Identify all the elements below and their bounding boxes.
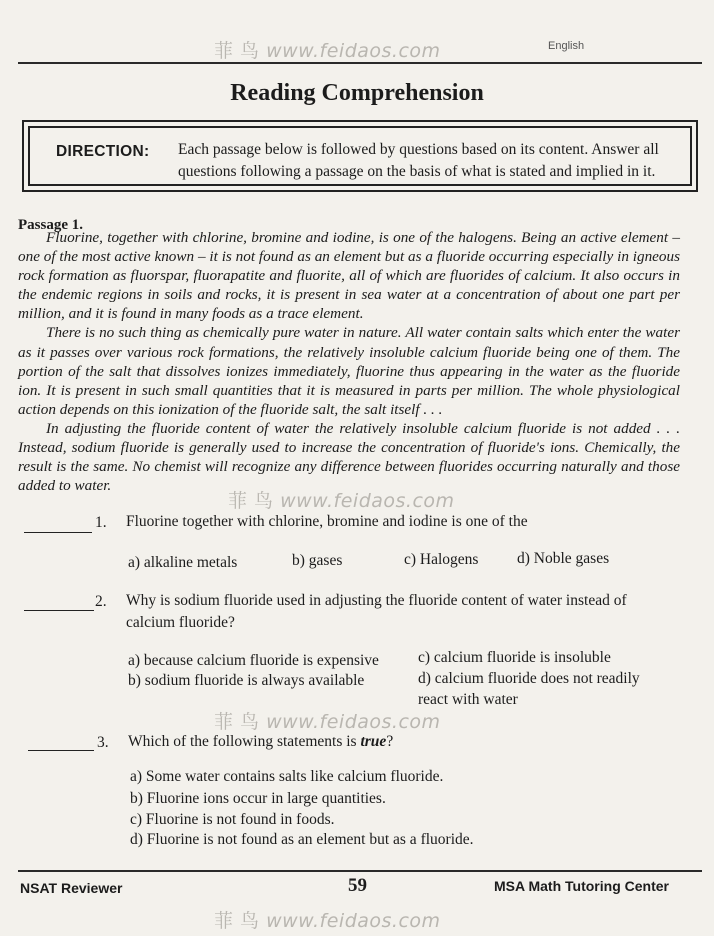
- option-1b: b) gases: [292, 552, 343, 569]
- page-number: 59: [348, 875, 367, 896]
- option-2b: b) sodium fluoride is always available: [128, 672, 365, 689]
- watermark-text: www.feidaos.com: [266, 711, 441, 733]
- footer-left: NSAT Reviewer: [20, 880, 123, 896]
- watermark-glyph: 菲 鸟: [214, 40, 267, 62]
- page-title: Reading Comprehension: [230, 80, 484, 106]
- header-rule: [18, 62, 702, 64]
- question-number-1: 1.: [95, 514, 107, 531]
- watermark-text: www.feidaos.com: [280, 490, 455, 512]
- option-1d: d) Noble gases: [517, 550, 610, 567]
- question-text-3-end: ?: [386, 733, 394, 750]
- answer-blank-3[interactable]: [28, 750, 94, 751]
- question-number-2: 2.: [95, 593, 107, 610]
- option-2c: c) calcium fluoride is insoluble: [418, 649, 611, 666]
- passage-paragraph: In adjusting the fluoride content of water the relatively insoluble calcium fluoride is not added . . . Instead, sodium fluoride is generally used to increase the concentration of fluoride's ions. Chemically, the result is the same. No chemist will recognize any difference between fluorides occurring naturally and those added to water.: [18, 419, 680, 495]
- direction-box: [22, 120, 698, 192]
- passage-paragraph: Fluorine, together with chlorine, bromine and iodine, is one of the halogens. Being an active element – one of the most active known – it is not found as an element but as a fluoride occurring especially in igneous rock formation as fluorspar, fluorapatite and fluorite, all of which are fluorides of calcium. It also occurs in the endemic regions in soils and rocks, it is present in sea water at a concentration of about one part per million, and it is found in many foods as a trace element.: [18, 229, 680, 323]
- passage-label: Passage 1.: [18, 217, 83, 233]
- option-3b: b) Fluorine ions occur in large quantities.: [130, 790, 386, 807]
- watermark-text: www.feidaos.com: [266, 40, 441, 62]
- watermark-top: [214, 36, 441, 63]
- watermark-glyph: 菲 鸟: [228, 490, 281, 512]
- footer-right: MSA Math Tutoring Center: [494, 878, 669, 894]
- direction-text: Each passage below is followed by questions based on its content. Answer all questions following a passage on the basis of what is stated and implied in it.: [178, 141, 659, 180]
- option-2a: a) because calcium fluoride is expensive: [128, 652, 379, 669]
- option-3c: c) Fluorine is not found in foods.: [130, 811, 335, 828]
- direction-label: DIRECTION:: [56, 143, 150, 160]
- footer-rule: [18, 870, 702, 872]
- answer-blank-2[interactable]: [24, 610, 94, 611]
- watermark-text: www.feidaos.com: [266, 910, 441, 932]
- watermark-mid-2: [214, 707, 441, 734]
- option-3d: d) Fluorine is not found as an element but as a fluoride.: [130, 831, 474, 848]
- question-text-2: Why is sodium fluoride used in adjusting the fluoride content of water instead of calcium fluoride?: [126, 592, 627, 631]
- option-2d: d) calcium fluoride does not readily react with water: [418, 670, 640, 708]
- question-text-3: [128, 731, 648, 753]
- watermark-glyph: 菲 鸟: [214, 711, 267, 733]
- option-1a: a) alkaline metals: [128, 554, 238, 571]
- passage-paragraph: There is no such thing as chemically pure water in nature. All water contain salts which enter the water as it passes over various rock formations, the relatively insoluble calcium fluoride being one of them. The portion of the salt that dissolves ionizes immediately, fluorine thus appearing in the water as the fluoride ion. It is present in such small quantities that it is measured in parts per million. The whole physiological action depends on this ionization of the fluoride salt, the salt itself . . .: [18, 324, 680, 418]
- question-text-3-main: Which of the following statements is: [128, 733, 361, 750]
- question-number-3: 3.: [97, 734, 109, 751]
- watermark-glyph: 菲 鸟: [214, 910, 267, 932]
- corner-label: English: [548, 40, 585, 52]
- question-text-1: Fluorine together with chlorine, bromine and iodine is one of the: [126, 513, 528, 530]
- option-1c: c) Halogens: [404, 551, 479, 568]
- option-3a: a) Some water contains salts like calcium fluoride.: [130, 768, 444, 785]
- question-text-3-emphasis: true: [360, 733, 387, 750]
- passage-body: [18, 228, 680, 495]
- answer-blank-1[interactable]: [24, 532, 92, 533]
- direction-inner-border: [28, 126, 692, 186]
- watermark-bottom: [214, 906, 441, 933]
